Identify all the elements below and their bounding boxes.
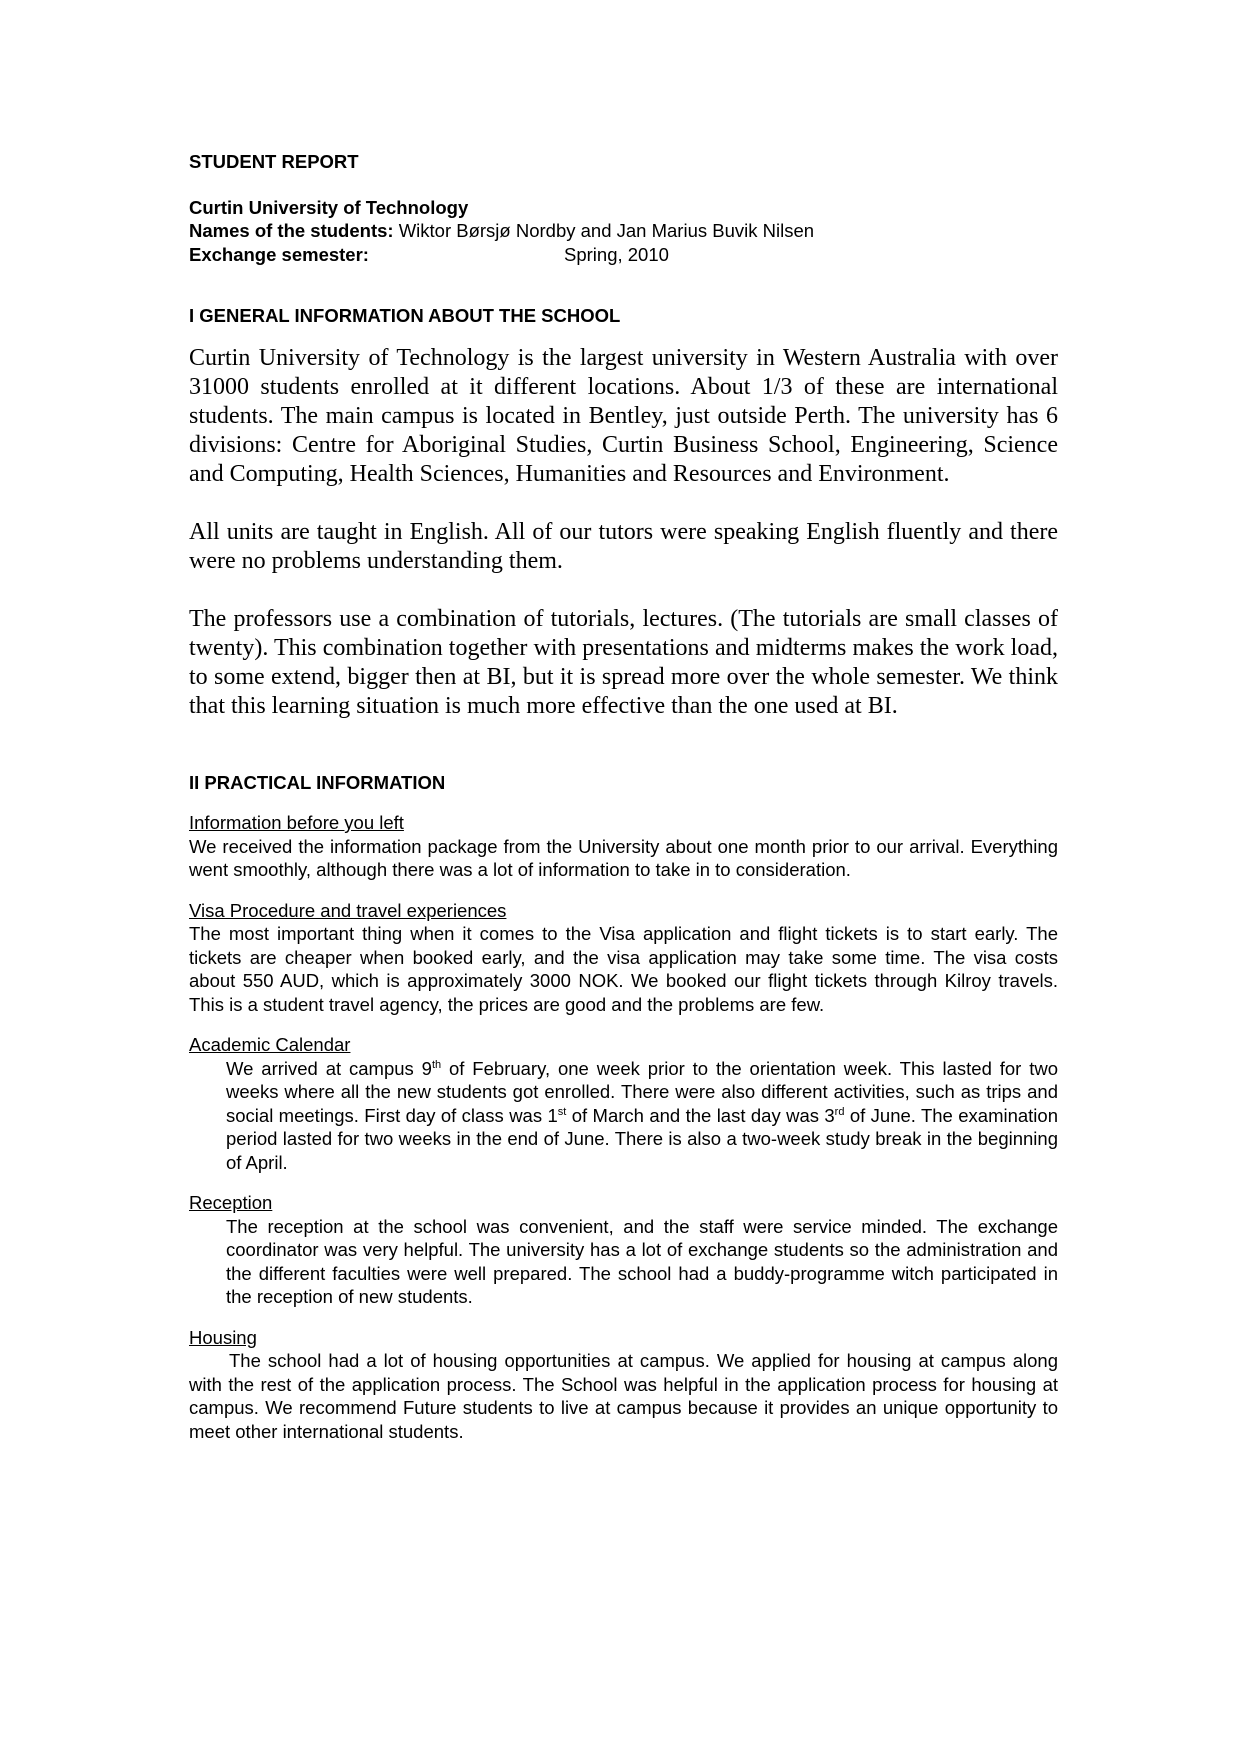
reception-title: Reception [189,1192,273,1213]
section1-heading: I GENERAL INFORMATION ABOUT THE SCHOOL [189,305,621,326]
document-page [189,150,1058,1443]
info-before-title: Information before you left [189,812,404,833]
semester-line [189,243,1058,267]
housing-title: Housing [189,1326,257,1348]
calendar-text: We arrived at campus 9th of February, one week prior to the orientation week. This lasted for two weeks where all the new students got enrolled. There were also different activities, such as trips and social meetings. First day of class was 1st of March and the last day was 3rd of June. The examination period lasted for two weeks in the end of June. There is also a two-week study break in the beginning of April. [226,1057,1058,1173]
section1-paragraph-3: The professors use a combination of tutorials, lectures. (The tutorials are small classes of twenty). This combination together with presentations and midterms makes the work load, to some extend, bigger then at BI, but it is spread more over the whole semester. We think that this learning situation is much more effective than the one used at BI. [189,605,1058,719]
students-label: Names of the students: [189,220,394,241]
semester-value: Spring, 2010 [564,243,669,265]
info-before-text: We received the information package from the University about one month prior to our arrival. Everything went smoothly, although there was a lot of information to take in to consideration. [189,835,1058,880]
semester-label: Exchange semester: [189,243,369,265]
housing-text: The school had a lot of housing opportunities at campus. We applied for housing at campus along with the rest of the application process. The School was helpful in the application process for housing at campus. We recommend Future students to live at campus because it provides an unique opportunity to meet other international students. [189,1350,1058,1442]
section1-paragraph-2: All units are taught in English. All of our tutors were speaking English fluently and there were no problems understanding them. [189,518,1058,574]
students-line [189,219,1058,243]
section2-heading: II PRACTICAL INFORMATION [189,771,446,793]
university-name: Curtin University of Technology [189,196,469,218]
students-value: Wiktor Børsjø Nordby and Jan Marius Buvik Nilsen [398,220,815,241]
visa-title: Visa Procedure and travel experiences [189,899,507,921]
calendar-title: Academic Calendar [189,1034,351,1055]
section1-paragraph-1: Curtin University of Technology is the largest university in Western Australia with over 31000 students enrolled at it different locations. About 1/3 of these are international students. The main campus is located in Bentley, just outside Perth. The university has 6 divisions: Centre for Aboriginal Studies, Curtin Business School, Engineering, Science and Computing, Health Sciences, Humanities and Resources and Environment. [189,344,1058,487]
report-title: STUDENT REPORT [189,151,359,172]
visa-text: The most important thing when it comes to the Visa application and flight tickets is to start early. The tickets are cheaper when booked early, and the visa application may take some time. The visa costs about 550 AUD, which is approximately 3000 NOK. We booked our flight tickets through Kilroy travels. This is a student travel agency, the prices are good and the problems are few. [189,923,1058,1015]
reception-text: The reception at the school was convenient, and the staff were service minded. The exchange coordinator was very helpful. The university has a lot of exchange students so the administration and the different faculties were well prepared. The school had a buddy-programme witch participated in the reception of new students. [226,1215,1058,1307]
